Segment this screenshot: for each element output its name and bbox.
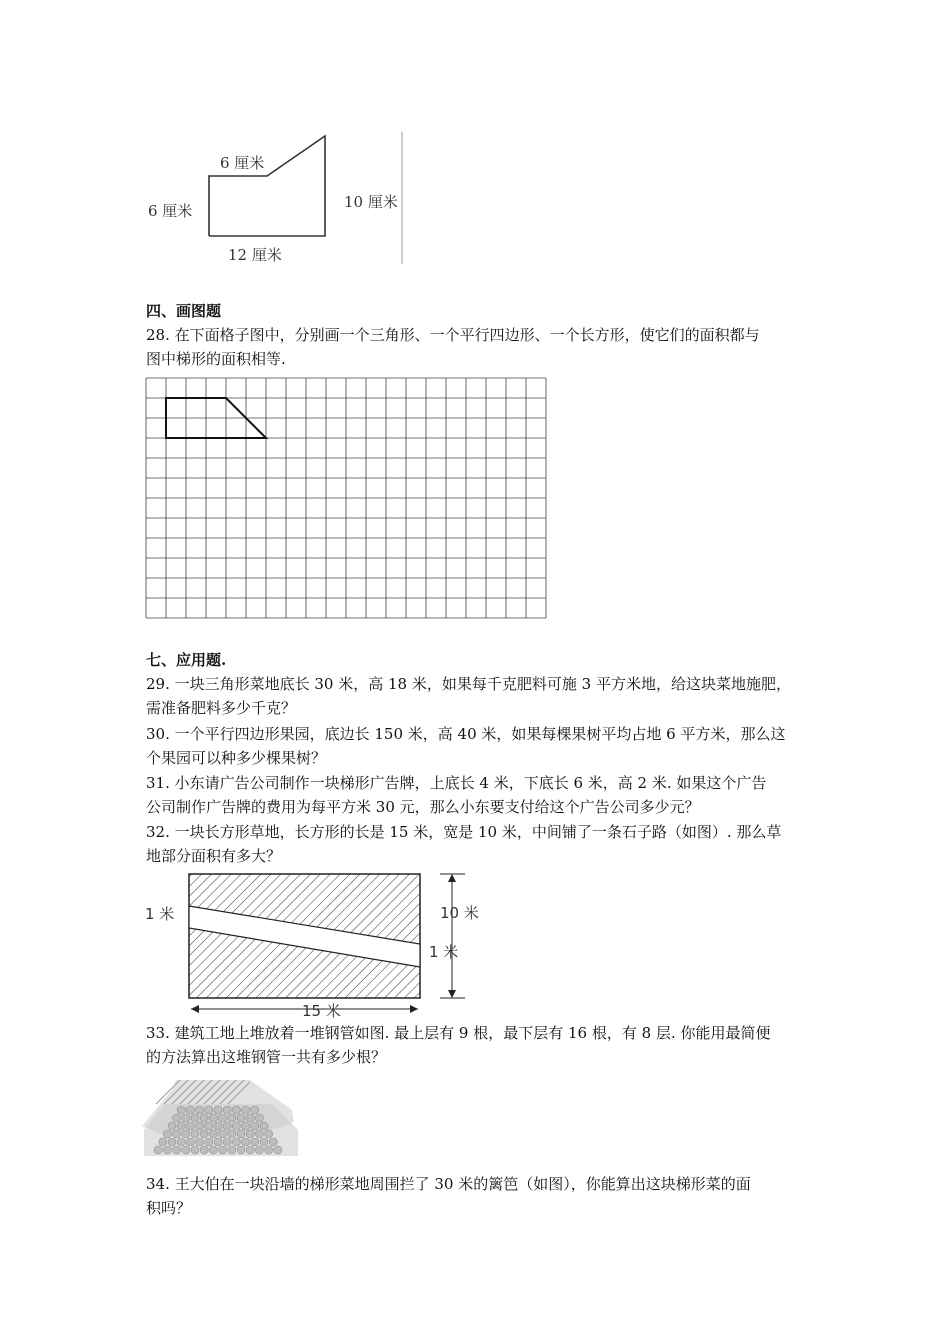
- pipe-end: [177, 1106, 185, 1114]
- label-left-6cm: 6 厘米: [148, 202, 193, 220]
- pipe-end: [219, 1146, 227, 1154]
- q29-line1: 29. 一块三角形菜地底长 30 米，高 18 米，如果每千克肥料可施 3 平方米地，给这块菜地施肥，: [146, 675, 791, 693]
- pentagon-shape: [209, 136, 325, 236]
- q29-line2: 需准备肥料多少千克？: [146, 699, 297, 717]
- pipe-end: [177, 1122, 185, 1130]
- pipe-end: [163, 1130, 171, 1138]
- pipe-end: [246, 1114, 254, 1122]
- pipe-end: [186, 1122, 194, 1130]
- label-right-10m: 10 米: [440, 904, 479, 922]
- pipe-end: [242, 1106, 250, 1114]
- pipe-end: [191, 1114, 199, 1122]
- pipe-end: [219, 1130, 227, 1138]
- pipe-end: [228, 1130, 236, 1138]
- question-33: [146, 1021, 818, 1069]
- label-left-1m: 1 米: [145, 905, 175, 923]
- arrow-left-icon: [191, 1005, 199, 1013]
- pipe-end: [274, 1146, 282, 1154]
- question-34: [146, 1172, 818, 1220]
- pipe-end: [196, 1122, 204, 1130]
- pipe-end: [154, 1146, 162, 1154]
- pipe-end: [214, 1122, 222, 1130]
- pipe-end: [260, 1138, 268, 1146]
- steel-pipe-stack: [142, 1070, 302, 1162]
- q30-line2: 个果园可以种多少棵果树？: [146, 749, 327, 767]
- pipe-end: [242, 1122, 250, 1130]
- pipe-end: [237, 1114, 245, 1122]
- pipe-end: [168, 1122, 176, 1130]
- question-28: [146, 323, 818, 371]
- pipe-end: [255, 1146, 263, 1154]
- pipe-end: [260, 1122, 268, 1130]
- pipe-end: [209, 1114, 217, 1122]
- q32-line1: 32. 一块长方形草地，长方形的长是 15 米，宽是 10 米，中间铺了一条石子路（如图）. 那么草: [146, 823, 782, 841]
- pipe-end: [237, 1130, 245, 1138]
- q31-line1: 31. 小东请广告公司制作一块梯形广告牌，上底长 4 米，下底长 6 米，高 2 米. 如果这个广告: [146, 774, 767, 792]
- pipe-end: [173, 1114, 181, 1122]
- pipe-end: [182, 1130, 190, 1138]
- pipe-end: [200, 1146, 208, 1154]
- pipe-end: [209, 1130, 217, 1138]
- pipe-end: [223, 1106, 231, 1114]
- pipe-end: [246, 1130, 254, 1138]
- label-right-1m: 1 米: [429, 943, 459, 961]
- grid-figure-28: [144, 376, 550, 622]
- figure-27: [140, 128, 410, 268]
- q34-line1: 34. 王大伯在一块沿墙的梯形菜地周围拦了 30 米的篱笆（如图），你能算出这块梯形菜的面: [146, 1175, 751, 1193]
- pipe-end: [200, 1114, 208, 1122]
- pipe-end: [205, 1122, 213, 1130]
- pipe-end: [182, 1146, 190, 1154]
- pipe-end: [251, 1122, 259, 1130]
- label-bottom-12cm: 12 厘米: [228, 246, 282, 264]
- pipe-end: [191, 1130, 199, 1138]
- pipe-end: [159, 1138, 167, 1146]
- pipe-end: [228, 1114, 236, 1122]
- pipe-end: [228, 1146, 236, 1154]
- q28-line2: 图中梯形的面积相等.: [146, 350, 286, 368]
- pipe-end: [214, 1106, 222, 1114]
- pipe-end: [269, 1138, 277, 1146]
- pipe-end: [186, 1106, 194, 1114]
- pipe-end: [223, 1122, 231, 1130]
- pipe-end: [209, 1146, 217, 1154]
- q30-line1: 30. 一个平行四边形果园，底边长 150 米，高 40 米，如果每棵果树平均占地 6 平方米，那么这: [146, 725, 786, 743]
- label-right-10cm: 10 厘米: [344, 193, 398, 211]
- section-7-heading: 七、应用题.: [146, 651, 227, 669]
- grid-lines: [146, 378, 546, 618]
- pipe-end: [255, 1114, 263, 1122]
- pipe-end: [246, 1146, 254, 1154]
- arrow-up-icon: [448, 874, 456, 882]
- q33-line2: 的方法算出这堆钢管一共有多少根？: [146, 1048, 387, 1066]
- pipe-end: [196, 1106, 204, 1114]
- pipe-end: [186, 1138, 194, 1146]
- pipe-end: [219, 1114, 227, 1122]
- pipe-end: [205, 1138, 213, 1146]
- question-30: [146, 722, 818, 770]
- question-31: [146, 771, 818, 819]
- pipe-end: [265, 1130, 273, 1138]
- arrow-down-icon: [448, 990, 456, 998]
- label-top-6cm: 6 厘米: [220, 154, 265, 172]
- section-4-heading: 四、画图题: [146, 302, 222, 320]
- q34-line2: 积吗？: [146, 1199, 192, 1217]
- arrow-right-icon: [410, 1005, 418, 1013]
- pipe-end: [173, 1130, 181, 1138]
- pipe-end: [255, 1130, 263, 1138]
- label-bottom-15m: 15 米: [302, 1002, 341, 1020]
- pipe-end: [182, 1114, 190, 1122]
- pipe-end: [168, 1138, 176, 1146]
- pipe-end: [265, 1146, 273, 1154]
- pipe-end: [200, 1130, 208, 1138]
- q28-line1: 28. 在下面格子图中，分别画一个三角形、一个平行四边形、一个长方形，使它们的面积都与: [146, 326, 760, 344]
- pipe-end: [163, 1146, 171, 1154]
- pipe-end: [196, 1138, 204, 1146]
- question-32: [146, 820, 818, 868]
- pipe-end: [251, 1106, 259, 1114]
- pipe-end: [173, 1146, 181, 1154]
- pipe-end: [205, 1106, 213, 1114]
- question-29: [146, 672, 818, 720]
- pipe-end: [242, 1138, 250, 1146]
- pipe-end: [214, 1138, 222, 1146]
- pipe-end: [251, 1138, 259, 1146]
- pipe-end: [177, 1138, 185, 1146]
- q31-line2: 公司制作广告牌的费用为每平方米 30 元，那么小东要支付给这个广告公司多少元？: [146, 798, 700, 816]
- pipe-end: [223, 1138, 231, 1146]
- q32-line2: 地部分面积有多大？: [146, 847, 282, 865]
- figure-32: [140, 866, 485, 1018]
- pipe-end: [237, 1146, 245, 1154]
- pipe-end: [191, 1146, 199, 1154]
- pipe-end: [232, 1122, 240, 1130]
- pipe-end: [232, 1106, 240, 1114]
- q33-line1: 33. 建筑工地上堆放着一堆钢管如图. 最上层有 9 根，最下层有 16 根，有 8 层. 你能用最简便: [146, 1024, 771, 1042]
- pipe-end: [232, 1138, 240, 1146]
